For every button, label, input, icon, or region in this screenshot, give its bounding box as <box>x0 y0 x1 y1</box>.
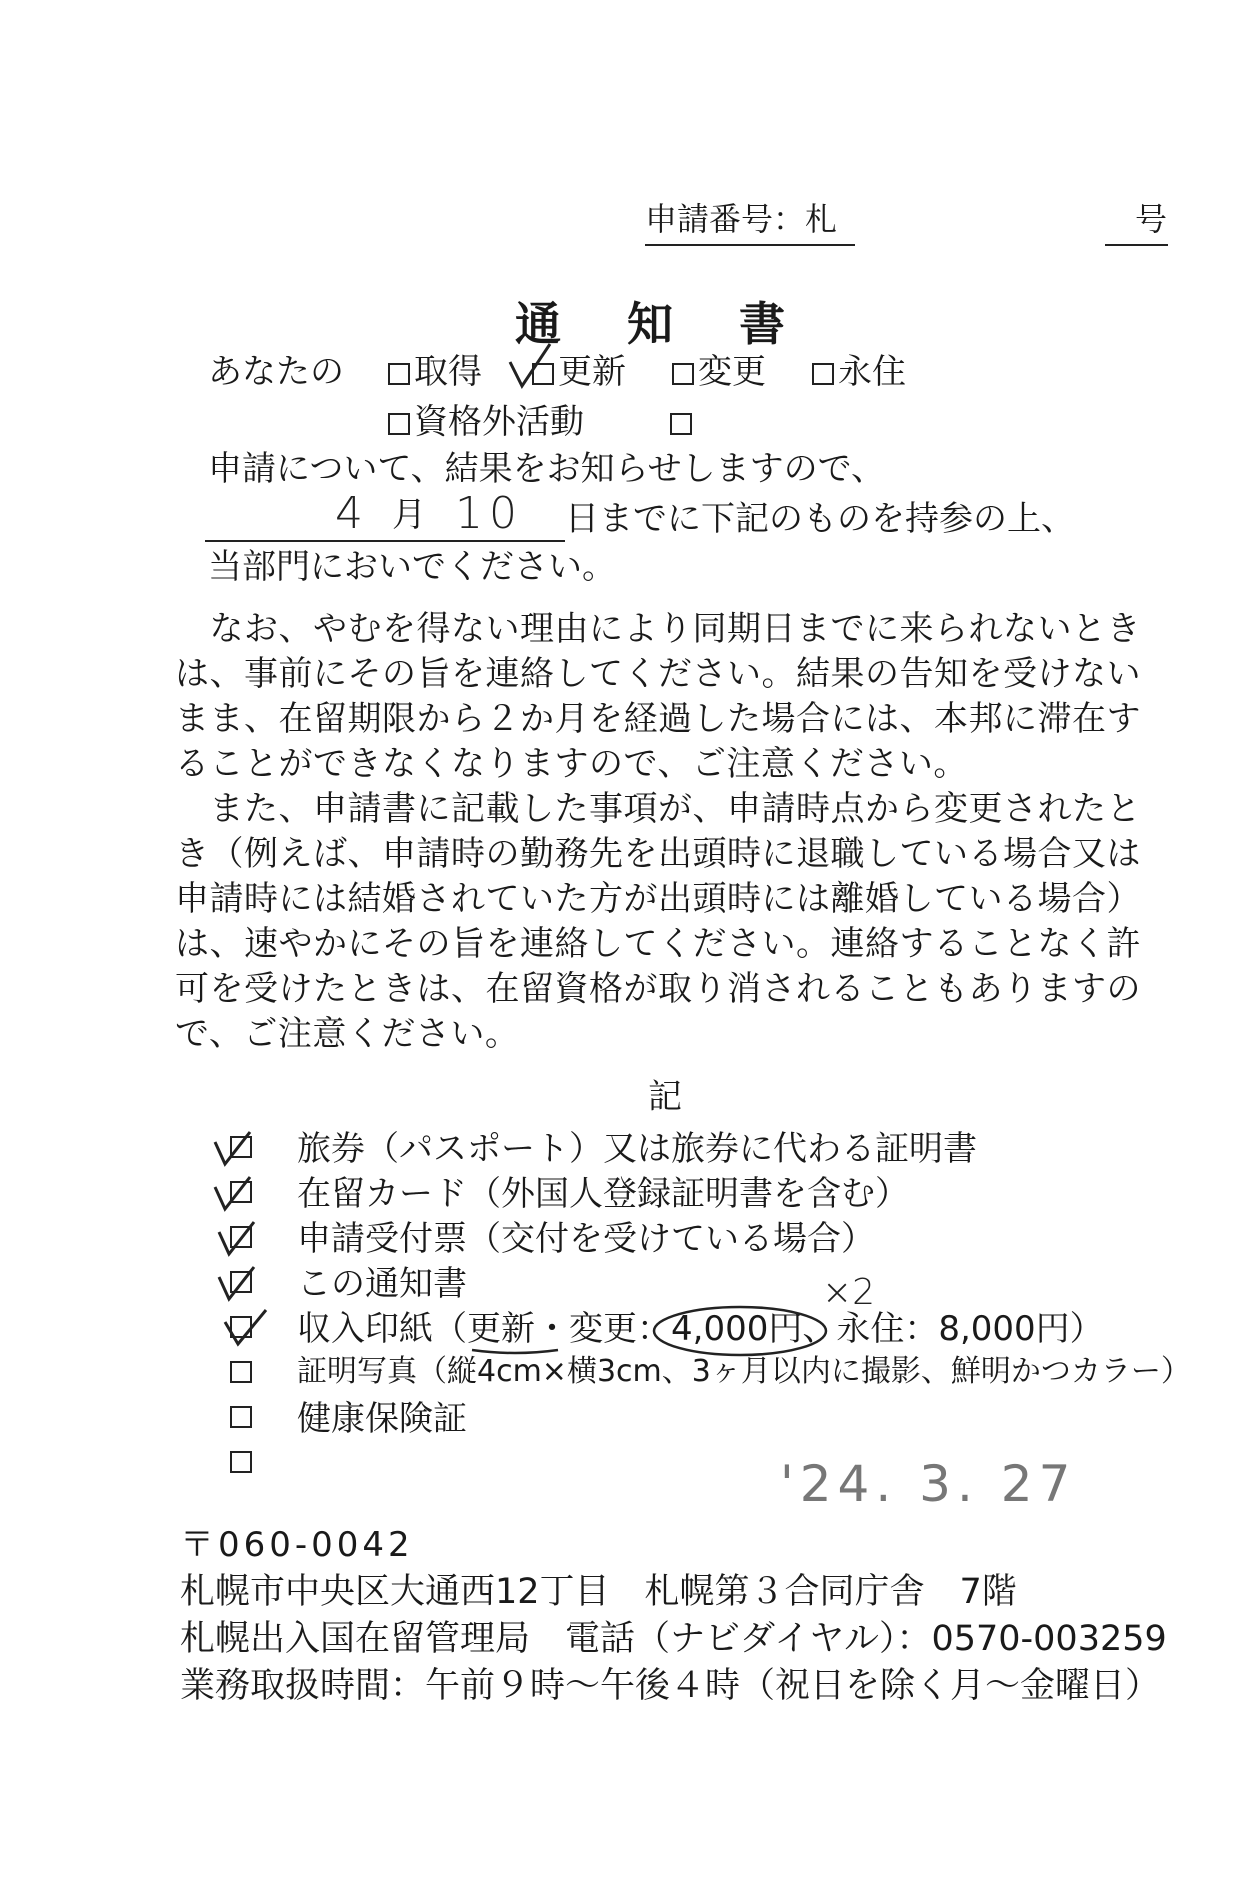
item-receipt-slip: 申請受付票（交付を受けている場合） <box>297 1219 875 1259</box>
office-name-phone: 札幌出入国在留管理局 電話（ナビダイヤル）：0570-003259 <box>180 1619 1167 1659</box>
item-checkbox[interactable] <box>230 1451 252 1473</box>
notice-line: は、事前にその旨を連絡してください。結果の告知を受けない <box>175 654 1141 694</box>
checkbox-extra-activity[interactable] <box>388 413 410 435</box>
application-number-suffix-underline <box>1105 244 1168 246</box>
postal-code: 〒060-0042 <box>180 1525 414 1565</box>
business-hours: 業務取扱時間：午前９時～午後４時（祝日を除く月～金曜日） <box>180 1666 1161 1706</box>
application-number-underline <box>645 244 855 246</box>
option-renewal: 更新 <box>532 355 626 389</box>
option-change: 変更 <box>672 355 766 389</box>
application-number-suffix: 号 <box>1135 200 1168 238</box>
option-permanent: 永住 <box>812 355 906 389</box>
check-mark-icon <box>216 1218 256 1258</box>
notice-line: まま、在留期限から２か月を経過した場合には、本邦に滞在す <box>175 699 1141 739</box>
item-revenue-stamp: 収入印紙（更新・変更：4,000円、永住：8,000円） <box>297 1309 1104 1349</box>
handwritten-multiplier: ×2 <box>822 1272 876 1313</box>
circle-mark-icon <box>650 1303 830 1359</box>
application-number-label: 申請番号：札 <box>645 200 838 238</box>
item-this-notice: この通知書 <box>297 1264 467 1304</box>
check-mark-icon <box>222 1308 268 1348</box>
underline-mark-icon <box>470 1342 560 1362</box>
check-mark-icon <box>216 1263 256 1303</box>
checkbox-acquire[interactable] <box>388 363 410 385</box>
notice-line: 可を受けたときは、在留資格が取り消されることもありますの <box>175 969 1141 1009</box>
option-acquire: 取得 <box>388 355 482 389</box>
item-checkbox[interactable] <box>230 1361 252 1383</box>
notice-line: は、速やかにその旨を連絡してください。連絡することなく許 <box>175 924 1141 964</box>
month-label: 月 <box>392 495 426 535</box>
notice-line: で、ご注意ください。 <box>175 1014 520 1054</box>
notice-line: き（例えば、申請時の勤務先を出頭時に退職している場合又は <box>175 834 1141 874</box>
item-passport: 旅券（パスポート）又は旅券に代わる証明書 <box>297 1129 977 1169</box>
due-day: 10 <box>455 488 523 539</box>
due-month: 4 <box>335 488 363 539</box>
item-photo: 証明写真（縦4cm×横3cm、3ヶ月以内に撮影、鮮明かつカラー） <box>297 1354 1191 1389</box>
office-address: 札幌市中央区大通西12丁目 札幌第３合同庁舎 7階 <box>180 1572 1017 1612</box>
document-title: 通 知 書 <box>515 297 795 351</box>
notice-line: また、申請書に記載した事項が、申請時点から変更されたと <box>175 789 1141 829</box>
check-mark-icon <box>212 1128 252 1168</box>
item-checkbox[interactable] <box>230 1406 252 1428</box>
intro-line2: 日までに下記のものを持参の上、 <box>565 499 1075 539</box>
notice-line: 申請時には結婚されていた方が出頭時には離婚している場合） <box>175 879 1141 919</box>
checkbox-blank[interactable] <box>670 413 692 435</box>
intro-line3: 当部門においでください。 <box>208 547 616 587</box>
option-extra-activity: 資格外活動 <box>388 405 584 439</box>
checkbox-permanent[interactable] <box>812 363 834 385</box>
option-blank <box>670 405 696 439</box>
ki-heading: 記 <box>648 1077 682 1117</box>
item-health-insurance: 健康保険証 <box>297 1399 467 1439</box>
intro-prefix: あなたの <box>208 352 344 392</box>
checkbox-change[interactable] <box>672 363 694 385</box>
intro-line1: 申請について、結果をお知らせしますので、 <box>208 449 885 489</box>
item-residence-card: 在留カード（外国人登録証明書を含む） <box>297 1174 909 1214</box>
check-mark-icon <box>212 1173 252 1213</box>
notice-line: なお、やむを得ない理由により同期日までに来られないとき <box>175 609 1141 649</box>
check-mark-icon <box>506 340 556 390</box>
date-stamp: '24. 3. 27 <box>780 1455 1077 1513</box>
notice-line: ることができなくなりますので、ご注意ください。 <box>175 744 968 784</box>
due-date-underline <box>205 540 565 542</box>
